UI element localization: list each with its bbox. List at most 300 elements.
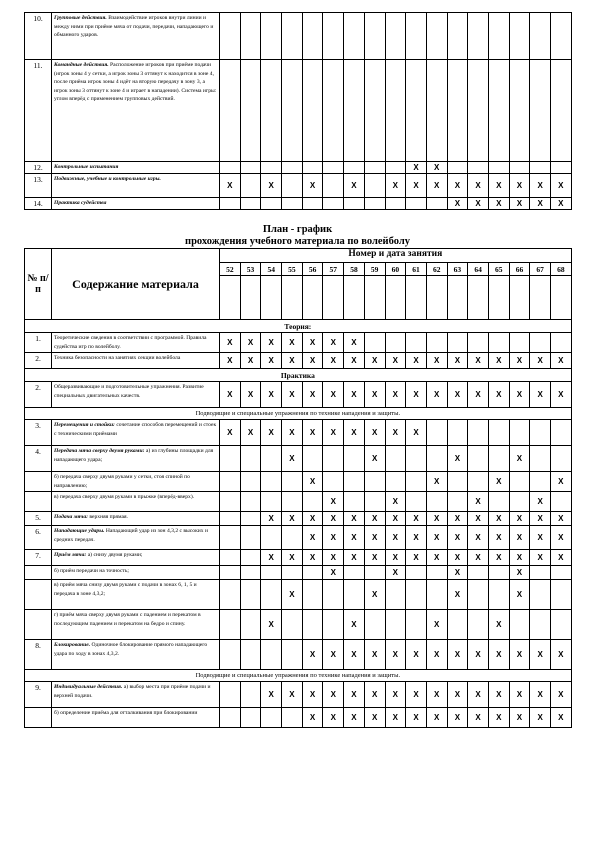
lesson-mark-cell — [385, 198, 406, 210]
lesson-mark-cell — [530, 162, 551, 174]
row-number: 2. — [25, 382, 52, 408]
lesson-mark-cell — [240, 640, 261, 670]
lesson-mark-cell — [282, 174, 303, 198]
lesson-mark-cell — [302, 610, 323, 640]
lesson-mark-cell: X — [261, 382, 282, 408]
row-number: 11. — [25, 60, 52, 162]
lesson-mark-cell — [323, 198, 344, 210]
row-title: Групповые действия. — [54, 15, 107, 21]
lesson-mark-cell: X — [323, 382, 344, 408]
lesson-mark-cell: X — [530, 682, 551, 708]
lesson-mark-cell — [302, 446, 323, 472]
lesson-mark-cell — [302, 580, 323, 610]
lesson-mark-cell — [364, 492, 385, 512]
lesson-mark-cell: X — [530, 512, 551, 526]
subsection-heading: Подводящие и специальные упражнения по технике нападения и защиты. — [25, 670, 572, 682]
lesson-number: 62 — [426, 263, 447, 276]
row-number: 13. — [25, 174, 52, 198]
lesson-mark-cell: X — [323, 682, 344, 708]
lesson-mark-cell: X — [364, 550, 385, 566]
lesson-mark-cell: X — [488, 610, 509, 640]
lesson-mark-cell: X — [509, 526, 530, 550]
lesson-mark-cell — [468, 420, 489, 446]
lesson-mark-cell: X — [468, 174, 489, 198]
table-row — [25, 60, 572, 162]
row-content — [52, 420, 220, 446]
lesson-mark-cell: X — [385, 640, 406, 670]
lesson-mark-cell: X — [488, 382, 509, 408]
row-text: в) передача сверху двумя руками в прыжке (вперёд-вверх). — [54, 494, 195, 501]
row-title: Передача мяча сверху двумя руками: — [54, 448, 145, 455]
lesson-mark-cell — [488, 60, 509, 162]
lesson-mark-cell — [447, 420, 468, 446]
lesson-mark-cell — [364, 610, 385, 640]
row-number: 9. — [25, 682, 52, 708]
lesson-mark-cell: X — [364, 526, 385, 550]
lesson-mark-cell — [509, 60, 530, 162]
lesson-mark-cell: X — [509, 682, 530, 708]
lesson-mark-cell — [364, 13, 385, 60]
row-number: 2. — [25, 353, 52, 369]
lesson-mark-cell: X — [488, 526, 509, 550]
lesson-mark-cell — [344, 446, 365, 472]
table-row — [25, 420, 572, 446]
lesson-mark-cell: X — [447, 708, 468, 728]
row-content — [52, 60, 220, 162]
lesson-mark-cell: X — [385, 492, 406, 512]
lesson-mark-cell: X — [344, 682, 365, 708]
lesson-mark-cell: X — [240, 353, 261, 369]
lesson-mark-cell — [509, 333, 530, 353]
lesson-number: 55 — [282, 263, 303, 276]
table-row — [25, 174, 572, 198]
lesson-mark-cell — [530, 446, 551, 472]
lesson-mark-cell: X — [385, 682, 406, 708]
row-number: 8. — [25, 640, 52, 670]
lesson-number: 63 — [447, 263, 468, 276]
lesson-mark-cell: X — [240, 420, 261, 446]
plan-title: План - график — [262, 224, 333, 235]
lesson-mark-cell: X — [488, 640, 509, 670]
lesson-mark-cell: X — [468, 682, 489, 708]
lesson-mark-cell — [406, 610, 427, 640]
row-number: 10. — [25, 13, 52, 60]
lesson-mark-cell: X — [385, 566, 406, 580]
lesson-mark-cell — [240, 526, 261, 550]
lesson-mark-cell — [302, 566, 323, 580]
lesson-mark-cell: X — [468, 353, 489, 369]
lesson-mark-cell: X — [282, 512, 303, 526]
lesson-mark-cell — [220, 492, 241, 512]
lesson-mark-cell: X — [530, 550, 551, 566]
lesson-mark-cell — [426, 566, 447, 580]
row-text: Теоретические сведения в соответствии с программой. Правила судейства игр по волейболу. — [54, 335, 207, 350]
lesson-number: 57 — [323, 263, 344, 276]
table-row — [25, 382, 572, 408]
lesson-mark-cell: X — [323, 333, 344, 353]
lesson-mark-cell — [261, 60, 282, 162]
lesson-number: 59 — [364, 263, 385, 276]
row-number: 3. — [25, 420, 52, 446]
lesson-mark-cell — [240, 492, 261, 512]
lesson-mark-cell — [426, 13, 447, 60]
lesson-mark-cell — [302, 492, 323, 512]
lesson-mark-cell: X — [488, 198, 509, 210]
lesson-mark-cell: X — [302, 682, 323, 708]
lesson-mark-cell: X — [364, 512, 385, 526]
row-number — [25, 610, 52, 640]
lesson-mark-cell: X — [468, 382, 489, 408]
lesson-mark-cell — [385, 580, 406, 610]
lesson-mark-cell: X — [551, 472, 572, 492]
lesson-mark-cell: X — [364, 682, 385, 708]
lesson-mark-cell: X — [447, 198, 468, 210]
lesson-mark-cell — [261, 472, 282, 492]
lesson-date-cell — [488, 276, 509, 320]
lesson-mark-cell: X — [509, 198, 530, 210]
lesson-mark-cell: X — [364, 640, 385, 670]
lesson-mark-cell: X — [261, 420, 282, 446]
lesson-mark-cell: X — [509, 580, 530, 610]
lesson-number: 68 — [551, 263, 572, 276]
lesson-date-cell — [323, 276, 344, 320]
lesson-mark-cell: X — [364, 446, 385, 472]
lesson-mark-cell — [282, 60, 303, 162]
lesson-mark-cell: X — [426, 610, 447, 640]
lesson-mark-cell: X — [323, 566, 344, 580]
lesson-mark-cell — [261, 526, 282, 550]
row-number: 7. — [25, 550, 52, 566]
lesson-mark-cell — [240, 708, 261, 728]
row-text: б) приём передачи на точность; — [54, 568, 129, 575]
lesson-date-cell — [530, 276, 551, 320]
table-row — [25, 526, 572, 550]
row-content — [52, 353, 220, 369]
lesson-mark-cell — [406, 492, 427, 512]
lesson-mark-cell: X — [220, 420, 241, 446]
lesson-mark-cell: X — [406, 382, 427, 408]
lesson-mark-cell: X — [406, 526, 427, 550]
plan-schedule-table — [24, 248, 572, 728]
lesson-mark-cell — [385, 162, 406, 174]
lesson-mark-cell: X — [302, 526, 323, 550]
lesson-mark-cell — [282, 640, 303, 670]
lesson-mark-cell — [261, 566, 282, 580]
lesson-number: 56 — [302, 263, 323, 276]
lesson-mark-cell — [530, 333, 551, 353]
lesson-mark-cell — [282, 610, 303, 640]
lesson-mark-cell: X — [509, 566, 530, 580]
lesson-mark-cell: X — [468, 640, 489, 670]
lesson-number: 61 — [406, 263, 427, 276]
lesson-mark-cell — [385, 333, 406, 353]
row-number: 12. — [25, 162, 52, 174]
lesson-mark-cell: X — [551, 198, 572, 210]
lesson-mark-cell — [468, 446, 489, 472]
lesson-mark-cell — [406, 580, 427, 610]
lesson-mark-cell — [240, 566, 261, 580]
lesson-mark-cell: X — [282, 382, 303, 408]
lesson-mark-cell: X — [240, 382, 261, 408]
lesson-mark-cell — [240, 174, 261, 198]
lesson-mark-cell: X — [530, 526, 551, 550]
lesson-mark-cell: X — [282, 550, 303, 566]
lesson-mark-cell: X — [344, 512, 365, 526]
lesson-mark-cell: X — [220, 353, 241, 369]
lesson-mark-cell — [406, 198, 427, 210]
lesson-mark-cell — [385, 60, 406, 162]
lesson-mark-cell — [447, 492, 468, 512]
lesson-mark-cell — [302, 13, 323, 60]
lesson-mark-cell: X — [261, 610, 282, 640]
lesson-mark-cell — [468, 13, 489, 60]
lesson-mark-cell: X — [302, 353, 323, 369]
lesson-mark-cell: X — [488, 174, 509, 198]
lesson-mark-cell — [220, 198, 241, 210]
lesson-mark-cell: X — [282, 446, 303, 472]
row-number — [25, 580, 52, 610]
lesson-mark-cell — [240, 610, 261, 640]
lesson-mark-cell: X — [406, 174, 427, 198]
table-row — [25, 333, 572, 353]
subsection-heading: Подводящие и специальные упражнения по технике нападения и защиты. — [25, 408, 572, 420]
row-title: Контрольные испытания — [54, 164, 119, 170]
row-text: а) снизу двумя руками; — [86, 552, 143, 559]
lesson-number: 54 — [261, 263, 282, 276]
lesson-mark-cell — [406, 446, 427, 472]
lesson-date-cell — [509, 276, 530, 320]
lesson-date-cell — [551, 276, 572, 320]
lesson-date-cell — [447, 276, 468, 320]
lesson-mark-cell — [468, 580, 489, 610]
lesson-mark-cell — [240, 682, 261, 708]
row-content — [52, 566, 220, 580]
section-heading: Практика — [25, 369, 572, 382]
header-lessons: Номер и дата занятия — [220, 249, 572, 263]
row-content — [52, 198, 220, 210]
lesson-mark-cell: X — [468, 492, 489, 512]
lesson-date-cell — [468, 276, 489, 320]
lesson-mark-cell — [406, 13, 427, 60]
lesson-mark-cell: X — [530, 382, 551, 408]
lesson-mark-cell — [323, 60, 344, 162]
lesson-mark-cell: X — [426, 640, 447, 670]
row-content — [52, 550, 220, 566]
lesson-mark-cell: X — [551, 550, 572, 566]
table-row — [25, 550, 572, 566]
lesson-mark-cell — [509, 13, 530, 60]
lesson-mark-cell: X — [344, 640, 365, 670]
row-title: Перемещения и стойки: — [54, 422, 115, 429]
lesson-mark-cell — [364, 174, 385, 198]
lesson-mark-cell: X — [447, 526, 468, 550]
lesson-mark-cell: X — [220, 333, 241, 353]
lesson-mark-cell: X — [447, 353, 468, 369]
lesson-mark-cell: X — [509, 708, 530, 728]
lesson-mark-cell — [261, 492, 282, 512]
lesson-mark-cell: X — [551, 526, 572, 550]
lesson-mark-cell — [530, 610, 551, 640]
table-row — [25, 512, 572, 526]
lesson-mark-cell: X — [323, 353, 344, 369]
top-continuation-table — [24, 12, 572, 210]
lesson-mark-cell — [488, 162, 509, 174]
lesson-mark-cell — [282, 472, 303, 492]
lesson-mark-cell — [551, 60, 572, 162]
row-title: Практика судейства — [54, 200, 107, 206]
lesson-mark-cell — [551, 13, 572, 60]
lesson-number: 58 — [344, 263, 365, 276]
section-row — [25, 320, 572, 333]
lesson-mark-cell: X — [323, 640, 344, 670]
lesson-mark-cell: X — [447, 512, 468, 526]
lesson-mark-cell — [551, 610, 572, 640]
lesson-mark-cell: X — [426, 526, 447, 550]
table-row — [25, 472, 572, 492]
lesson-mark-cell — [344, 162, 365, 174]
table-row — [25, 162, 572, 174]
row-content — [52, 512, 220, 526]
lesson-mark-cell: X — [323, 420, 344, 446]
lesson-mark-cell: X — [302, 382, 323, 408]
lesson-mark-cell — [447, 333, 468, 353]
row-number: 1. — [25, 333, 52, 353]
lesson-mark-cell — [240, 162, 261, 174]
lesson-mark-cell: X — [530, 492, 551, 512]
row-content — [52, 640, 220, 670]
lesson-mark-cell — [530, 566, 551, 580]
lesson-mark-cell: X — [426, 472, 447, 492]
lesson-mark-cell — [364, 333, 385, 353]
lesson-mark-cell: X — [488, 472, 509, 492]
row-content — [52, 382, 220, 408]
lesson-mark-cell: X — [302, 512, 323, 526]
lesson-mark-cell — [385, 610, 406, 640]
lesson-date-cell — [344, 276, 365, 320]
lesson-mark-cell: X — [323, 492, 344, 512]
lesson-mark-cell — [261, 13, 282, 60]
row-text: б) определение приёма для отталкивания при блокировании — [54, 710, 198, 717]
lesson-mark-cell: X — [364, 353, 385, 369]
lesson-number: 65 — [488, 263, 509, 276]
lesson-mark-cell — [530, 13, 551, 60]
lesson-mark-cell — [220, 162, 241, 174]
lesson-mark-cell — [220, 13, 241, 60]
lesson-mark-cell — [344, 198, 365, 210]
lesson-mark-cell — [220, 682, 241, 708]
lesson-mark-cell — [282, 566, 303, 580]
lesson-mark-cell — [468, 60, 489, 162]
lesson-mark-cell: X — [261, 174, 282, 198]
lesson-mark-cell: X — [406, 708, 427, 728]
lesson-mark-cell — [344, 13, 365, 60]
table-row — [25, 640, 572, 670]
row-text: верхняя прямая. — [88, 514, 128, 521]
lesson-mark-cell: X — [406, 420, 427, 446]
lesson-mark-cell: X — [261, 682, 282, 708]
lesson-mark-cell — [302, 162, 323, 174]
lesson-mark-cell — [344, 60, 365, 162]
lesson-mark-cell — [323, 580, 344, 610]
lesson-mark-cell: X — [426, 353, 447, 369]
row-number: 5. — [25, 512, 52, 526]
lesson-mark-cell — [220, 526, 241, 550]
row-title: Подвижные, учебные и контрольные игры. — [54, 176, 161, 182]
lesson-mark-cell — [323, 13, 344, 60]
row-content — [52, 446, 220, 472]
lesson-mark-cell: X — [220, 382, 241, 408]
lesson-mark-cell: X — [344, 526, 365, 550]
lesson-mark-cell — [344, 492, 365, 512]
section-heading: Теория: — [25, 320, 572, 333]
lesson-mark-cell — [426, 333, 447, 353]
row-content — [52, 13, 220, 60]
lesson-mark-cell: X — [240, 333, 261, 353]
row-title: Индивидуальные действия. — [54, 684, 123, 691]
lesson-mark-cell: X — [282, 682, 303, 708]
lesson-mark-cell: X — [385, 382, 406, 408]
lesson-mark-cell — [488, 333, 509, 353]
lesson-mark-cell: X — [220, 174, 241, 198]
lesson-mark-cell: X — [468, 708, 489, 728]
lesson-mark-cell — [426, 198, 447, 210]
table-row — [25, 682, 572, 708]
lesson-mark-cell: X — [447, 640, 468, 670]
lesson-mark-cell — [468, 472, 489, 492]
table-row — [25, 353, 572, 369]
lesson-mark-cell: X — [509, 640, 530, 670]
lesson-mark-cell: X — [406, 512, 427, 526]
lesson-mark-cell: X — [344, 420, 365, 446]
row-text: Техника безопасности на занятиях секции волейбола — [54, 355, 181, 362]
lesson-mark-cell: X — [551, 174, 572, 198]
row-number: 6. — [25, 526, 52, 550]
lesson-mark-cell: X — [447, 566, 468, 580]
lesson-mark-cell — [364, 472, 385, 492]
lesson-mark-cell: X — [344, 382, 365, 408]
row-text: Расположение игроков при приёме подачи (игрок зоны 4 у сетки, а игрок зоны 3 оттянут к находится в зоне 4, после приёма игрок зоны 4 идёт на вторую передачу в зону 3, а игрок зоны 3 оттянут к зоне 4 и играет в нападении). Система игры: углом вперёд с применением групповых действий. — [54, 62, 217, 103]
lesson-mark-cell: X — [344, 174, 365, 198]
lesson-mark-cell — [447, 610, 468, 640]
lesson-mark-cell: X — [551, 640, 572, 670]
table-row — [25, 566, 572, 580]
row-text: в) приём мяча снизу двумя руками с подачи в зонах 6, 1, 5 и передача в зоне 4,3,2; — [54, 582, 197, 597]
lesson-mark-cell — [488, 580, 509, 610]
lesson-mark-cell — [344, 566, 365, 580]
lesson-mark-cell: X — [488, 708, 509, 728]
lesson-mark-cell: X — [551, 682, 572, 708]
lesson-mark-cell: X — [488, 682, 509, 708]
lesson-mark-cell: X — [447, 550, 468, 566]
lesson-mark-cell: X — [551, 512, 572, 526]
lesson-mark-cell: X — [385, 420, 406, 446]
row-text: а) выбор места при приёме подачи и верхней подачи. — [54, 684, 211, 699]
table-row — [25, 708, 572, 728]
lesson-mark-cell — [240, 446, 261, 472]
lesson-mark-cell: X — [385, 526, 406, 550]
plan-subtitle: прохождения учебного материала по волейболу — [185, 236, 410, 247]
lesson-mark-cell: X — [468, 198, 489, 210]
lesson-mark-cell — [364, 60, 385, 162]
row-number — [25, 708, 52, 728]
lesson-mark-cell: X — [385, 512, 406, 526]
lesson-date-cell — [302, 276, 323, 320]
lesson-mark-cell: X — [426, 708, 447, 728]
lesson-mark-cell — [323, 162, 344, 174]
lesson-mark-cell — [468, 566, 489, 580]
lesson-mark-cell — [447, 162, 468, 174]
lesson-mark-cell — [261, 162, 282, 174]
